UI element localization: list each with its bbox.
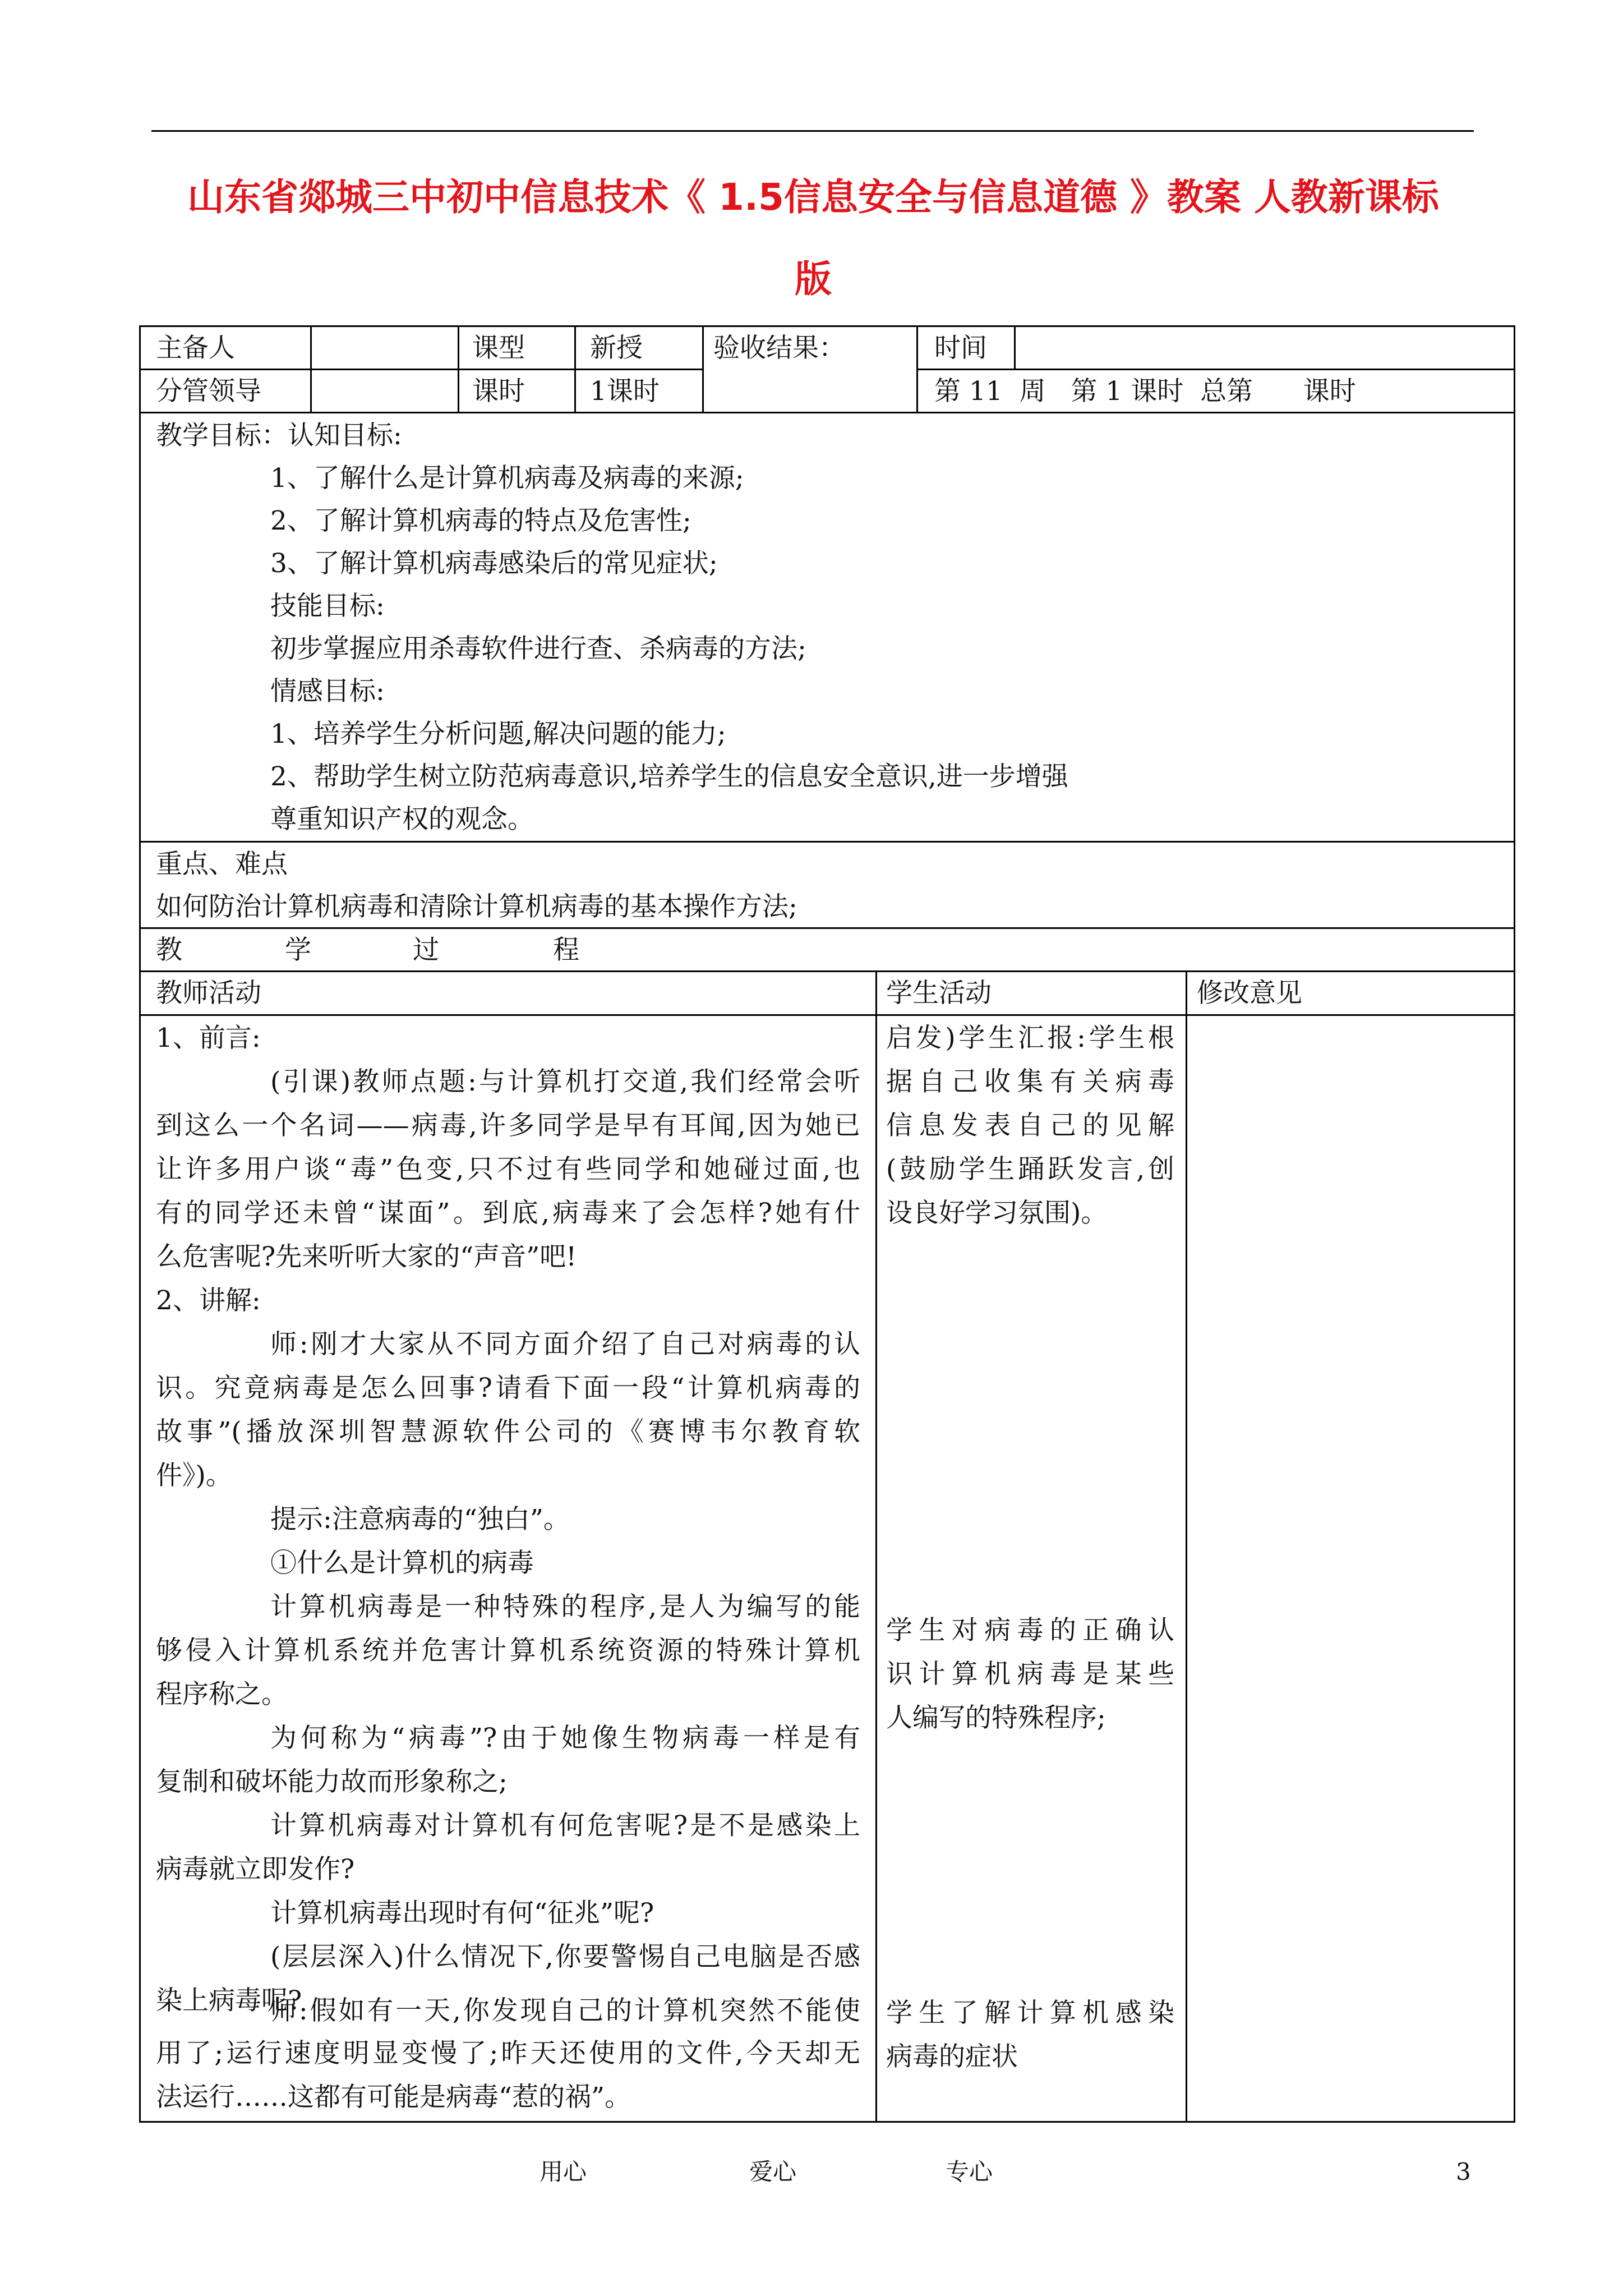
objective-line: 3、了解计算机病毒感染后的常见症状; (270, 548, 718, 579)
teacher-line: ①什么是计算机的病毒 (270, 1548, 534, 1579)
objective-line: 初步掌握应用杀毒软件进行查、杀病毒的方法; (270, 633, 806, 664)
teacher-line: 么危害呢?先来听听大家的“声音”吧! (156, 1241, 577, 1272)
teacher-line: 提示:注意病毒的“独白”。 (270, 1504, 570, 1535)
lesson-type-value: 新授 (590, 333, 643, 364)
table-rule (139, 970, 1515, 972)
table-rule (916, 325, 918, 413)
teacher-line: 2、讲解: (156, 1285, 261, 1316)
teacher-line: 复制和破坏能力故而形象称之; (156, 1766, 508, 1797)
objective-line: 技能目标: (270, 591, 385, 622)
page-number: 3 (1456, 2158, 1471, 2185)
objective-line: 1、了解什么是计算机病毒及病毒的来源; (270, 463, 744, 494)
table-rule (1186, 970, 1187, 2123)
teacher-line: (引课)教师点题:与计算机打交道,我们经常会听 (270, 1066, 860, 1097)
teacher-line: 染上病毒呢? (156, 1985, 302, 2016)
process-heading-char: 程 (553, 935, 579, 965)
table-rule (458, 325, 459, 413)
label-supervisor: 分管领导 (156, 376, 261, 407)
student-line: 信息发表自己的见解 (886, 1110, 1174, 1141)
objective-line: 情感目标: (270, 676, 385, 707)
teacher-line: 到这么一个名词——病毒,许多同学是早有耳闻,因为她已 (156, 1110, 860, 1141)
teacher-line: 件》)。 (156, 1460, 232, 1491)
teacher-line: 故事”(播放深圳智慧源软件公司的《赛博韦尔教育软 (156, 1416, 860, 1447)
objective-line: 2、了解计算机病毒的特点及危害性; (270, 505, 691, 536)
teacher-line: 程序称之。 (156, 1679, 288, 1710)
teacher-line: 师:假如有一天,你发现自己的计算机突然不能使 (270, 1995, 860, 2026)
footer-motto: 专心 (946, 2158, 993, 2185)
process-heading-char: 过 (413, 935, 439, 965)
label-time: 时间 (934, 333, 987, 364)
table-rule (1014, 325, 1016, 370)
column-header-revision: 修改意见 (1197, 978, 1302, 1009)
objective-line: 1、培养学生分析问题,解决问题的能力; (270, 719, 726, 749)
footer-motto: 爱心 (749, 2158, 797, 2185)
process-heading-char: 学 (285, 935, 311, 965)
label-lesson-type: 课型 (472, 333, 525, 364)
student-line: 设良好学习氛围)。 (886, 1198, 1108, 1228)
student-line: 病毒的症状 (886, 2041, 1018, 2072)
teacher-line: 计算机病毒出现时有何“征兆”呢? (270, 1898, 654, 1929)
top-rule (151, 130, 1474, 132)
key-points-text: 如何防治计算机病毒和清除计算机病毒的基本操作方法; (156, 891, 797, 922)
teacher-line: 为何称为“病毒”?由于她像生物病毒一样是有 (270, 1723, 860, 1754)
student-line: (鼓励学生踊跃发言,创 (886, 1154, 1174, 1185)
student-line: 据自己收集有关病毒 (886, 1066, 1174, 1097)
teacher-line: 用了;运行速度明显变慢了;昨天还使用的文件,今天却无 (156, 2038, 860, 2069)
teacher-line: 病毒就立即发作? (156, 1854, 355, 1885)
teacher-line: 够侵入计算机系统并危害计算机系统资源的特殊计算机 (156, 1635, 860, 1666)
objective-line: 2、帮助学生树立防范病毒意识,培养学生的信息安全意识,进一步增强 (270, 761, 1068, 792)
table-rule (139, 1014, 1515, 1016)
teacher-line: (层层深入)什么情况下,你要警惕自己电脑是否感 (270, 1941, 860, 1972)
teacher-line: 识。究竟病毒是怎么回事?请看下面一段“计算机病毒的 (156, 1373, 860, 1404)
student-line: 学生了解计算机感染 (886, 1998, 1174, 2028)
label-class-hours: 课时 (472, 376, 525, 407)
process-heading-char: 教 (156, 935, 182, 965)
footer-motto: 用心 (540, 2158, 587, 2185)
table-rule (574, 325, 576, 413)
teacher-line: 计算机病毒是一种特殊的程序,是人为编写的能 (270, 1591, 860, 1622)
student-line: 学生对病毒的正确认 (886, 1615, 1174, 1646)
key-points-heading: 重点、难点 (156, 849, 288, 880)
column-header-teacher: 教师活动 (156, 978, 261, 1009)
student-line: 启发)学生汇报:学生根 (886, 1023, 1174, 1053)
table-rule (702, 325, 704, 413)
student-line: 人编写的特殊程序; (886, 1703, 1106, 1733)
teacher-line: 让许多用户谈“毒”色变,只不过有些同学和她碰过面,也 (156, 1154, 860, 1185)
teacher-line: 师:刚才大家从不同方面介绍了自己对病毒的认 (270, 1329, 860, 1360)
page-title-line-1: 山东省郯城三中初中信息技术《 1.5信息安全与信息道德 》教案 人教新课标 (187, 176, 1439, 219)
column-header-student: 学生活动 (886, 978, 992, 1009)
objective-line: 尊重知识产权的观念。 (270, 804, 534, 835)
table-rule (875, 970, 877, 2123)
label-review-result: 验收结果： (713, 333, 845, 364)
class-hours-value: 1课时 (590, 376, 660, 407)
page-title-line-2: 版 (795, 257, 832, 301)
label-preparer: 主备人 (156, 333, 235, 364)
teacher-line-last: 法运行……这都有可能是病毒“惹的祸”。 (156, 2082, 631, 2113)
student-line: 识计算机病毒是某些 (886, 1659, 1174, 1690)
table-rule (310, 325, 312, 413)
teacher-line: 有的同学还未曾“谋面”。到底,病毒来了会怎样?她有什 (156, 1198, 860, 1228)
week-period-info: 第 11 周 第 1 课时 总第 课时 (934, 376, 1356, 407)
teacher-line: 1、前言: (156, 1023, 261, 1053)
objectives-heading: 教学目标：认知目标: (156, 420, 402, 451)
teacher-line: 计算机病毒对计算机有何危害呢?是不是感染上 (270, 1810, 860, 1841)
